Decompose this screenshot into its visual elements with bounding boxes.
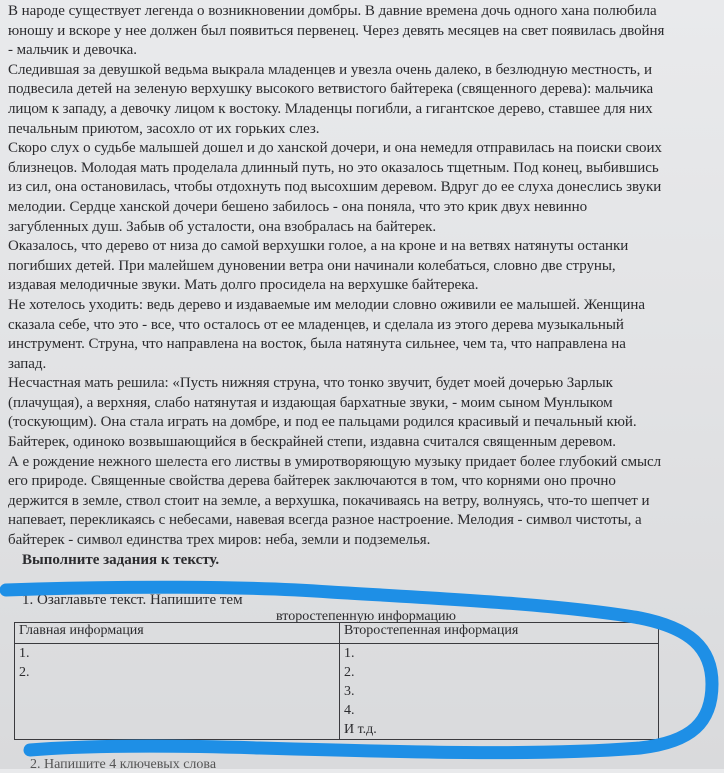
- text-line: лицом к западу, а девочку лицом к востоку. Младенцы погибли, а гигантское дерево, ставшее для них: [8, 100, 653, 117]
- text-line: из сил, она остановилась, чтобы отдохнуть под высохшим деревом. Вдруг до ее слуха донеслись звуки: [8, 179, 662, 196]
- list-item: 4.: [344, 703, 355, 718]
- tasks-heading: Выполните задания к тексту.: [22, 552, 220, 568]
- text-line: напевает, перекликаясь с небесами, навевая всегда разное настроение. Мелодия - символ чистоты, а: [8, 512, 642, 529]
- text-line: Байтерек, одиноко возвышающийся в бескрайней степи, издавна считался священным деревом.: [8, 434, 616, 451]
- task-1-continuation: второстепенную информацию: [276, 609, 457, 624]
- text-line: его природе. Священные свойства дерева байтерек заключаются в том, что корнями оно прочно: [8, 473, 616, 490]
- text-line: загубленных душ. Забыв об усталости, она взобралась на байтерек.: [8, 218, 437, 235]
- text-line: мелодии. Сердце ханской дочери бешено забилось - она поняла, что это крик двух невинно: [8, 198, 588, 215]
- list-item: И т.д.: [344, 722, 377, 737]
- text-line: Оказалось, что дерево от низа до самой верхушки голое, а на кроне и на ветвях натянуты останки: [8, 238, 629, 255]
- text-line: печальным приютом, засохло от их горьких слез.: [8, 120, 320, 137]
- list-item: 1.: [19, 646, 30, 661]
- header-main-info: Главная информация: [15, 623, 340, 644]
- list-item: 2.: [19, 665, 30, 680]
- text-line: (тоскующим). Она стала играть на домбре, и под ее пальцами родился красивый и печальный кюй.: [8, 414, 637, 431]
- header-secondary-info: Второстепенная информация: [340, 623, 659, 644]
- text-line: Скоро слух о судьбе малышей дошел и до ханской дочери, и она немедля отправилась на поиски своих: [8, 140, 662, 157]
- text-line: запад.: [8, 355, 47, 372]
- text-line: подвесила детей на зеленую верхушку высокого ветвистого байтерека (священного дерева): мальчика: [8, 81, 654, 98]
- list-item: 2.: [344, 665, 355, 680]
- text-line: В народе существует легенда о возникновении домбры. В давние времена дочь одного хана полюбила: [8, 3, 657, 19]
- text-line: Не хотелось уходить: ведь дерево и издаваемые им мелодии словно оживили ее малышей. Женщина: [8, 296, 645, 313]
- task-1-text: 1. Озаглавьте текст. Напишите тем: [22, 592, 243, 608]
- text-line: издавая мелодичные звуки. Мать долго просидела на верхушке байтерека.: [8, 277, 479, 294]
- text-line: байтерек - символ единства трех миров: неба, земли и подземелья.: [8, 532, 431, 549]
- text-line: Следившая за девушкой ведьма выкрала младенцев и увезла очень далеко, в безлюдную местность, и: [8, 61, 652, 78]
- text-line: (плачущая), а верхняя, слабо натянутая и издающая бархатные звуки, - моим сыном Мунлыком: [8, 394, 613, 411]
- text-line: - мальчик и девочка.: [8, 42, 137, 59]
- scribble-stroke: [6, 587, 712, 752]
- text-line: А е рождение нежного шелеста его листвы в умиротворяющую музыку придает более глубокий смысл: [8, 453, 662, 470]
- text-line: Несчастная мать решила: «Пусть нижняя струна, что тонко звучит, будет моей дочерью Зарлык: [8, 375, 613, 392]
- task-2-text-cut: 2. Напишите 4 ключевых слова: [30, 757, 217, 772]
- text-line: близнецов. Молодая мать проделала длинный путь, но это оказалось тщетным. Под конец, выбившись: [8, 159, 659, 176]
- list-item: 1.: [344, 646, 355, 661]
- text-line: сказала себе, что это - все, что осталось от ее младенцев, и сделала из этого дерева музыкальный: [8, 316, 624, 333]
- text-line: юношу и вскоре у нее должен был появиться первенец. Через девять месяцев на свет появилась двойня: [8, 22, 665, 39]
- text-line: погибших детей. При малейшем дуновении ветра они начинали колебаться, словно две струны,: [8, 257, 616, 274]
- list-item: 3.: [344, 684, 355, 699]
- text-line: инструмент. Струна, что направлена на восток, была натянута сильнее, чем та, что направлена на: [8, 336, 626, 353]
- text-line: держится в земле, ствол стоит на земле, а верхушка, покачиваясь на ветру, волнуясь, что-то шепчет и: [8, 492, 650, 509]
